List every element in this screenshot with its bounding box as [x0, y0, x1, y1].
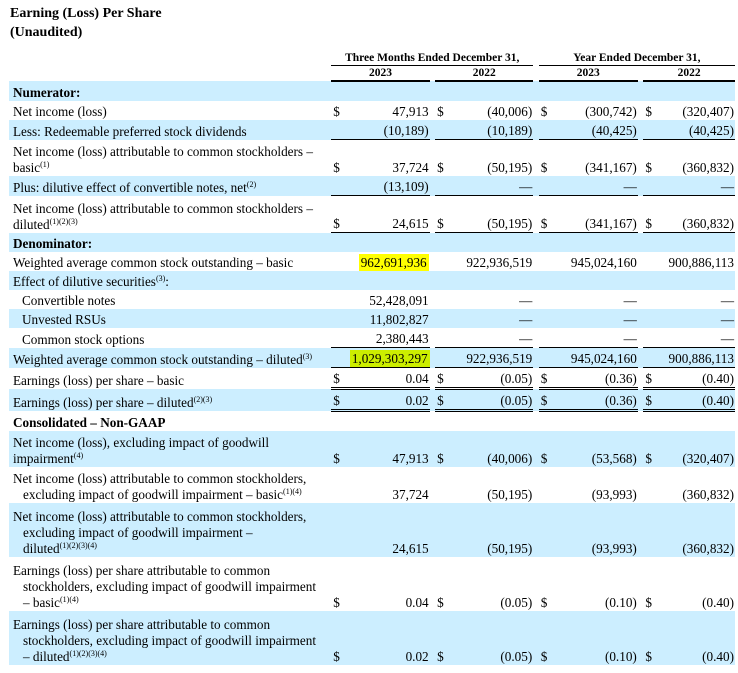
cell-value: (0.40) [661, 389, 735, 411]
cell-value: — [661, 309, 735, 328]
table-row-preferred-dividends [9, 120, 735, 140]
header-three-months: Three Months Ended December 31, [331, 51, 533, 66]
cell-value: (50,195) [487, 160, 533, 175]
header-year: 2022 [435, 66, 533, 82]
table-row-wavg-basic [9, 252, 735, 271]
currency: $ [539, 431, 556, 467]
currency: $ [643, 611, 660, 665]
title-line-1: Earning (Loss) Per Share [10, 6, 162, 21]
header-group-row [9, 51, 735, 66]
currency: $ [435, 389, 452, 411]
currency: $ [643, 196, 660, 233]
row-label: Weighted average common stock outstanding – diluted$^{(3)}$ [9, 348, 331, 368]
cell-value: (341,167) [556, 196, 638, 233]
currency: $ [437, 104, 444, 119]
cell-value: 24,615 [349, 196, 430, 233]
cell-value: — [452, 176, 533, 196]
row-label: Net income (loss) attributable to common stockholders – basic$^{(1)}$ [13, 144, 313, 175]
cell-value: 47,913 [392, 104, 429, 119]
header-year: 2022 [643, 66, 735, 82]
table-row-ng-eps-diluted [9, 611, 735, 665]
page-title [10, 4, 162, 42]
row-label: Effect of dilutive securities$^{(3)}$: [9, 271, 735, 290]
cell-value: — [452, 309, 533, 328]
table-row-eps-basic [9, 368, 735, 389]
cell-value: (0.05) [500, 595, 533, 610]
table-row-ni-basic [9, 140, 735, 177]
cell-value: (40,006) [452, 431, 533, 467]
cell-value: 900,886,113 [668, 255, 734, 270]
currency: $ [435, 611, 452, 665]
cell-value: — [556, 328, 638, 348]
cell-value: (0.05) [452, 389, 533, 411]
cell-value: — [519, 293, 533, 308]
cell-value: — [623, 293, 637, 308]
cell-value: 945,024,160 [570, 255, 637, 270]
cell-value: — [452, 328, 533, 348]
header-year-row [9, 66, 735, 82]
currency: $ [539, 196, 556, 233]
currency: $ [645, 104, 652, 119]
cell-value: (320,407) [682, 104, 734, 119]
currency: $ [435, 368, 452, 389]
currency: $ [437, 595, 444, 610]
header-year: 2023 [539, 66, 638, 82]
table-row-convertible-notes [9, 290, 735, 309]
cell-value: (341,167) [585, 160, 637, 175]
cell-value: 52,428,091 [369, 293, 429, 308]
table-row-effect-dilutive [9, 271, 735, 290]
cell-value: (0.40) [661, 611, 735, 665]
cell-value: 0.04 [349, 368, 430, 389]
currency: $ [331, 389, 348, 411]
currency: $ [539, 368, 556, 389]
table-row-ng-ni-basic [9, 467, 735, 503]
currency: $ [333, 595, 340, 610]
row-label: Earnings (loss) per share attributable to common stockholders, excluding impact of goodwill impairment – basic$^{(1)(4)}$ [13, 563, 316, 610]
cell-value: 922,936,519 [452, 348, 533, 368]
currency: $ [333, 104, 340, 119]
highlighted-value: 1,029,303,297 [351, 351, 428, 366]
currency: $ [539, 611, 556, 665]
title-line-2: (Unaudited) [10, 25, 83, 40]
cell-value: (10,189) [349, 120, 430, 140]
cell-value: (10,189) [452, 120, 533, 140]
cell-value: — [556, 176, 638, 196]
table-row-net-income [9, 101, 735, 120]
row-label: Earnings (loss) per share – basic [13, 372, 185, 388]
row-label: Less: Redeemable preferred stock dividends [9, 120, 331, 140]
currency: $ [331, 196, 348, 233]
cell-value: (360,832) [661, 196, 735, 233]
currency: $ [539, 389, 556, 411]
row-label: Net income (loss) [13, 104, 107, 119]
header-year-ended: Year Ended December 31, [539, 51, 735, 66]
section-label: Numerator: [9, 81, 735, 101]
table-row-eps-diluted [9, 389, 735, 411]
table-row-unvested-rsus [9, 309, 735, 328]
cell-value: 900,886,113 [661, 348, 735, 368]
cell-value: (320,407) [661, 431, 735, 467]
cell-value: (40,006) [487, 104, 533, 119]
cell-value: (0.10) [556, 611, 638, 665]
cell-value: (0.40) [702, 595, 734, 610]
currency: $ [333, 160, 340, 175]
row-label: Unvested RSUs [9, 309, 331, 328]
cell-value: — [661, 328, 735, 348]
header-year: 2023 [331, 66, 429, 82]
cell-value: (0.05) [452, 368, 533, 389]
row-label: Convertible notes [22, 293, 116, 308]
row-label: Net income (loss), excluding impact of goodwill impairment$^{(4)}$ [9, 431, 331, 467]
cell-value: (300,742) [585, 104, 637, 119]
eps-table [9, 51, 735, 665]
highlighted-value: 962,691,936 [360, 255, 427, 270]
cell-value: 37,724 [392, 160, 429, 175]
section-non-gaap [9, 411, 735, 432]
currency: $ [645, 595, 652, 610]
row-label: Weighted average common stock outstanding – basic [13, 255, 294, 270]
cell-value: (360,832) [661, 503, 735, 557]
currency: $ [645, 160, 652, 175]
currency: $ [331, 611, 348, 665]
currency: $ [540, 595, 548, 610]
row-label: Earnings (loss) per share attributable to common stockholders, excluding impact of goodwill impairment – diluted$^{(1)(2)(3)(4)}$ [9, 611, 331, 665]
cell-value: (40,425) [661, 120, 735, 140]
cell-value: (93,993) [556, 503, 638, 557]
cell-value: 0.02 [349, 611, 430, 665]
currency: $ [435, 196, 452, 233]
cell-value: — [556, 309, 638, 328]
cell-value: 2,380,443 [349, 328, 430, 348]
row-label: Plus: dilutive effect of convertible notes, net$^{(2)}$ [9, 176, 331, 196]
cell-value: (0.36) [556, 389, 638, 411]
cell-value: 922,936,519 [466, 255, 533, 270]
cell-value: (360,832) [682, 487, 734, 502]
currency: $ [540, 104, 548, 119]
table-row-ng-net-income [9, 431, 735, 467]
currency: $ [540, 160, 548, 175]
cell-value: (50,195) [452, 503, 533, 557]
cell-value: (360,832) [682, 160, 734, 175]
currency: $ [643, 368, 660, 389]
cell-value: (40,425) [556, 120, 638, 140]
cell-value: (13,109) [349, 176, 430, 196]
cell-value: 47,913 [349, 431, 430, 467]
cell-value: 24,615 [349, 503, 430, 557]
section-numerator [9, 81, 735, 101]
cell-value: (0.10) [604, 595, 637, 610]
row-label: Net income (loss) attributable to common stockholders, excluding impact of goodwill impairment – diluted$^{(1)(2)(3)(4)}$ [9, 503, 331, 557]
table-row-ng-ni-diluted [9, 503, 735, 557]
table-row-ng-eps-basic [9, 557, 735, 611]
table-row-dilutive-notes [9, 176, 735, 196]
cell-value: (0.05) [452, 611, 533, 665]
row-label: Net income (loss) attributable to common stockholders – diluted$^{(1)(2)(3)}$ [13, 200, 313, 232]
cell-value: 0.02 [349, 389, 430, 411]
table-row-wavg-diluted [9, 348, 735, 368]
table-row-stock-options [9, 328, 735, 348]
cell-value: — [661, 176, 735, 196]
section-label: Consolidated – Non-GAAP [13, 415, 166, 430]
cell-value: (50,195) [487, 487, 533, 502]
cell-value: 945,024,160 [556, 348, 638, 368]
table-row-ni-diluted [9, 196, 735, 233]
row-label: Common stock options [22, 331, 145, 347]
cell-value: 0.04 [405, 595, 429, 610]
cell-value: — [720, 293, 734, 308]
cell-value: (0.40) [661, 368, 735, 389]
cell-value: 37,724 [392, 487, 429, 502]
row-label: Net income (loss) attributable to common stockholders, excluding impact of goodwill impairment – basic$^{(1)(4)}$ [13, 471, 307, 502]
currency: $ [331, 431, 348, 467]
currency: $ [331, 368, 348, 389]
row-label: Earnings (loss) per share – diluted$^{(2)(3)}$ [9, 389, 331, 411]
currency: $ [437, 160, 444, 175]
section-denominator [9, 233, 735, 253]
currency: $ [435, 431, 452, 467]
currency: $ [643, 431, 660, 467]
section-label: Denominator: [9, 233, 735, 253]
cell-value: (50,195) [452, 196, 533, 233]
cell-value: (93,993) [591, 487, 637, 502]
cell-value: (0.36) [556, 368, 638, 389]
cell-value: 11,802,827 [349, 309, 430, 328]
currency: $ [643, 389, 660, 411]
cell-value: (53,568) [556, 431, 638, 467]
